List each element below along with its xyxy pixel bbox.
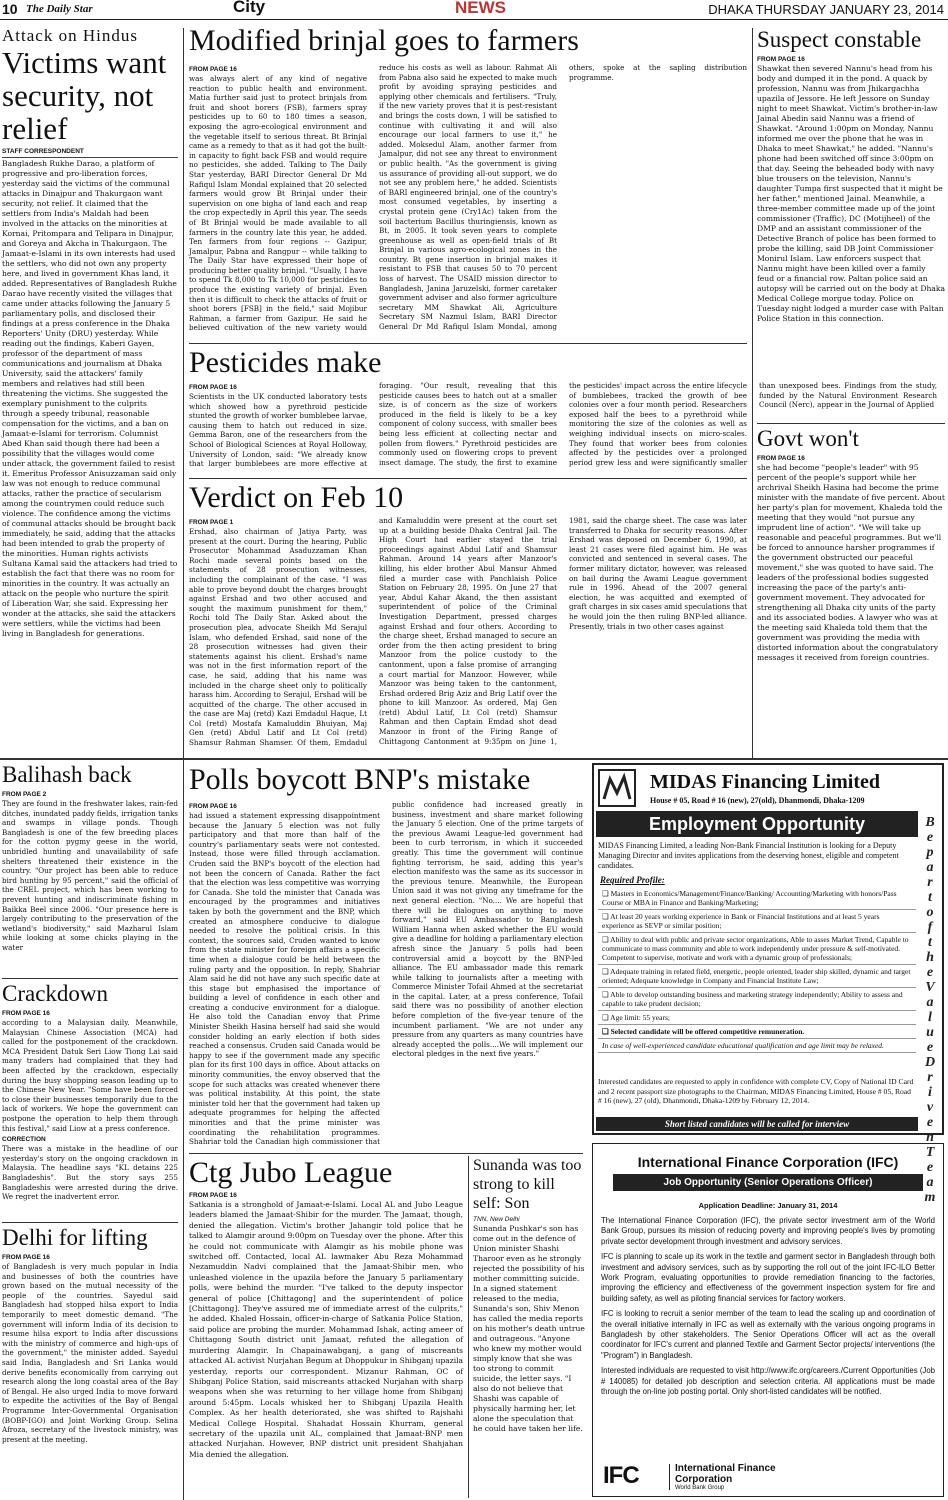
story-body: Shawkat then severed Nannu's head from his body and dumped it in the pond. A quack by profession, Nannu was from Jhikargachha upazila of Jessore. He left Jessore on Sunday night to meet Shawkat. Victim's brother-in-law Jainal Abedin said Nannu was a friend of Shawkat. "Around 1:00pm on Monday, Nannu informed me over the phone that he was in Dhaka to meet Shawkat," he added. "Nannu's phone had been switched off since 3:00pm on that day. Seeing the beheaded body with navy blue trousers on the television, Nannu's daughter Tumpa first suspected that it might be her father," mentioned Jainal. Meanwhile, a three-member committee made up of the joint commissioner (Traffic), DC (Motijheel) of the DMP and an assistant commissioner of the Detective Branch of police has been formed to probe the killing, said DB Joint Commissioner Monirul Islam. Law enforcers suspect that Nannu might have been killed over a family feud or a financial row. Paltan police said an autopsy will be carried out on the body at Dhaka Medical College morgue today. Police on Tuesday night lodged a murder case with Paltan Police Station in this connection. (757, 64, 945, 323)
story-body: Sunanda Pushkar's son has come out in the defence of Union minister Shashi Tharoor even as he strongly rejected the possibility of his mother committing suicide. In a signed statement released to the media, Sunanda's son, Shiv Menon has called the media reports on his mother's death untrue and outrageous. "Anyone who knew my mother would simply know that she was too strong to commit suicide, the letter says. "I also do not believe that Shashi was capable of physically harming her, let alone the speculation that he could have taken her life. (473, 1224, 585, 1433)
byline: TNN, New Delhi (473, 1216, 520, 1223)
section-label: City (233, 0, 266, 16)
story-verdict (189, 481, 747, 757)
ifc-logo-sub: World Bank Group (675, 1485, 725, 1491)
divider (0, 758, 948, 760)
ad-banner: Employment Opportunity (596, 811, 918, 837)
headline: Polls boycott BNP's mistake (189, 763, 531, 796)
story-hindus (2, 26, 178, 758)
page-number: 10 (2, 1, 18, 17)
ad-intro: MIDAS Financing Limited, a leading Non-Bank Financial Institution is looking for a Deputy Managing Director and invites applications from the deserving honest, eligible and competent candidates. (598, 841, 899, 870)
correction-body: There was a mistake in the headline of our yesterday's story on the ongoing crackdown in Malaysia. The headline says "KL detains 225 Bangladeshis". But the story says 255 Bangladeshis were arrested during the drive. We regret the inadvertent error. (2, 1144, 178, 1202)
ad-req-label: Required Profile: (600, 875, 665, 885)
date-line: DHAKA THURSDAY JANUARY 23, 2014 (708, 2, 944, 17)
headline: Crackdown (2, 981, 109, 1006)
byline: FROM PAGE 16 (189, 66, 237, 73)
story-brinjal (189, 24, 747, 344)
divider (189, 343, 747, 344)
story-body: had issued a statement expressing disappointment because the January 5 election was not fully participatory and that more than half of the country's parliamentary seats were not contested. Instead, those were filled through acclamation. Cruden said the BNP's boycott of the election had not been the concern of Canada. Rather the fact that the election was less competitive was worrying for Canada. She told the minister that Canada was encouraged by the programmes and initiatives taken by both the government and the BNP, which created an atmosphere conducive to dialogue needed to resolve the political crisis. In this context, the sources said, Cruden wanted to know from the state minister for foreign affairs a specific time when a dialogue could be held between the ruling party and the opposition. In reply, Shahriar Alam said he did not have any such specific date at this stage but emphasised the importance of building a level of confidence in each other and creating a conducive environment for a dialogue. He also told the Canadian envoy that Prime Minister Sheikh Hasina herself had said she would consider holding an early election if both sides reached a consensus. Cruden said Canada would be happy to see if the government made any specific plan for its first 100 days in office. About attacks on minority communities, the envoy observed that the scope for such attacks was created whenever there was political instability. At this point, the state minister told her that the government had taken up adequate programmes for helping the affected minorities and that the prime minister was coordinating the rehabilitation programmes. Shahriar told the Canadian high commissioner that public confidence had increased greatly in business, investment and share market following the January 5 election. One of the prime targets of the previous Awami League-led government had been to curb terrorism, in which it succeeded greatly. This time the government will continue fighting terrorism, he said, adding this year's election manifesto was the same as its successor in the previous tenure. Meanwhile, the European Union said it was not giving any timeframe for the next general election. "No.... We are hopeful that there will be dialogues on anything to move forward," said EU Ambassador to Bangladesh William Hanna when asked whether the EU would give a deadline for holding a parliamentary election afresh since the January 5 polls had been controversial amid a boycott by the BNP-led alliance. The EU ambassador made this remark while talking to journalists after a meeting with Commerce Minister Tofail Ahmed at the secretariat in the capital. Later, at a press conference, Tofail said there was no possibility of another election before completion of the five-year tenure of the incumbent parliament. "We are not under any pressure from any quarters as many countries have already accepted the polls....We will implement our electoral pledges in the next five years." (189, 800, 583, 1147)
column-rule (468, 1156, 469, 1498)
story-jubo (189, 1156, 463, 1498)
kicker: Attack on Hindus (2, 26, 138, 45)
divider (757, 423, 945, 424)
divider (189, 478, 747, 479)
column-rule (183, 28, 184, 758)
ad-paragraph: Interested individuals are requested to visit http://www.ifc.org/careers./Current Opportunities (Job # 140085) for detailed job description and selection criteria. All applications must be made through the on-line job posting portal. Only short-listed candidates will be notified. (601, 1366, 935, 1397)
story-polls (189, 763, 583, 1153)
ad-address: House # 05, Road # 16 (new), 27(old), Dhanmondi, Dhaka-1209 (650, 796, 865, 805)
headline: Delhi for lifting (2, 1225, 148, 1250)
story-delhi (2, 1225, 178, 1498)
story-body: Scientists in the UK conducted laboratory tests which showed how a pyrethroid pesticide stunted the growth of worker bumblebee larvae, causing them to hatch out reduced in size. Gemma Baron, one of the researchers from the School of Biological Sciences at Royal Holloway, University of London, said: "We already know that larger bumblebees are more effective at foraging. "Our result, revealing that this pesticide causes bees to hatch out at a smaller size, is of concern as the size of workers produced in the field is likely to be a key component of colony success, with smaller bees being less efficient at collecting nectar and pollen from flowers." Pyrethroid pesticides are commonly used on flowering crops to prevent insect damage. The study, the first to examine the pesticides' impact across the entire lifecycle of bumblebees, tracked the growth of bee colonies over a four month period. Researchers exposed half the bees to a pyrethroid while monitoring the size of the colonies as well as weighing individual insects on micro-scales. They found that worker bees from colonies affected by the pesticides over a prolonged period grew less and were significantly smaller than unexposed bees. Findings from the study, funded by the Natural Environment Research Council (Nerc), appear in the Journal of Applied (189, 381, 937, 469)
headline: Victims want security, not relief (2, 45, 167, 146)
ifc-ad (592, 1143, 944, 1497)
requirements-list (598, 887, 916, 1053)
headline: Pesticides make (189, 346, 382, 379)
byline: FROM PAGE 16 (189, 1192, 237, 1199)
story-body: Satkania is a stronghold of Jamaat-e-Islami. Local AL and Jubo League leaders blamed the Jamaat-Shibir for the murder. The Jamaat, though, denied the allegation. Victim's brother Jahangir told police that he talked to Alamgir around 9:00pm on Tuesday over the phone. After this he could not communicate with Alamgir as his mobile phone was switched off. Contacted, local AL lawmaker Abu Reza Mohammad Nezamuddin Nadvi complained that the Jamaat-Shibir men, who unleashed violence in the upazila before the January 5 parliamentary polls, were behind the murder. "I've talked to the deputy inspector general of police [Chittagong] and the superintendent of police [Chittagong]. They've assured me of immediate arrest of the culprits," he added. Khaled Hossain, officer-in-charge of Satkania Police Station, said police are probing the murder. Mohammad Ishak, acting ameer of Chittagong South district unit Jamaat, refuted the allegation of murdering Alamgir. In Chapainawabganj, a gang of miscreants attacked AL activist Nurjahan Begum at Dhoppukur in Shibganj upazila yesterday, reports our correspondent. Mizanur Rahman, OC of Shibganj Police Station, said miscreants attacked Nurjahan with sharp weapons when she was returning to her village home from Shibganj around 5:45pm. Locals whisked her to Shibganj Upazila Health Complex. As her health deteriorated, she was shifted to Rajshahi Medical College Hospital. Shahadat Hossain Khurram, general secretary of the upazila unit AL, complained that Jamaat-BNP men attacked Nurjahan. However, BNP district unit president Shahjahan Mia denied the allegation. (189, 1200, 463, 1459)
story-body: of Bangladesh is very much popular in India and businesses of both the countries have grown based on the mutual necessity of the people of the countries. Sayedul said Bangladesh had stopped hilsa export to India temporarily to meet domestic demand. "The government will inform India of its decision to resume hilsa export to India after discussions with the ministry of commerce and high-ups of the government," the minister added. Sayedul said India, Bangladesh and Sri Lanka would derive benefits economically from carrying out research along the long coastal area of the Bay of Bengal. He also urged India to move forward to expedite the activities of the Bay of Bengal Programme Inter-Governmental Organisation (BOBP-IGO) and Joint Working Group. Selina Afroza, secretary of the livestock ministry, was present at the meeting. (2, 1262, 178, 1444)
ad-banner: Job Opportunity (Senior Operations Officer) (613, 1174, 923, 1191)
story-govt (757, 426, 945, 756)
requirement-item: ❑ Able to develop outstanding business and marketing strategy independently; Ability to assess and capable to take prudent decision; (598, 988, 916, 1011)
byline: FROM PAGE 1 (189, 519, 234, 526)
logo-divider (669, 1464, 670, 1490)
story-balihash (2, 762, 178, 977)
requirement-item: ❑ Adequate training in related field, energetic, people oriented, leader ship skilled, dynamic and target oriented; Adequate knowledge in Company and Financial Institute Law; (598, 965, 916, 988)
ifc-logo-name: International Finance Corporation (675, 1463, 776, 1485)
byline: STAFF CORRESPONDENT (2, 148, 178, 158)
ad-title: MIDAS Financing Limited (650, 771, 881, 793)
requirement-item: ❑ Selected candidate will be offered competitive remuneration. (598, 1025, 916, 1039)
vertical-slogan: B e p a r t o f t h e V a l u e D r i v e n T e a m (924, 815, 936, 1205)
requirement-item: ❑ Masters in Economics/Management/Finance/Banking/ Accounting/Marketing with honors/Pass Course or MBA in Finance and Banking/Marketing; (598, 887, 916, 910)
headline: Modified brinjal goes to farmers (189, 24, 579, 57)
ad-apply: Interested candidates are requested to apply in confidence with complete CV, Copy of National ID Card and 2 recent passport size photographs to the Chairman, MIDAS Financing Limited, House # 05, Road # 16 (new), 27 (old), Dhanmondi, Dhaka-1209 by February 12, 2014. (598, 1077, 914, 1105)
ad-title: International Finance Corporation (IFC) (637, 1154, 899, 1170)
headline: Suspect constable (757, 27, 922, 52)
headline: Balihash back (2, 762, 132, 787)
requirement-item: ❑ Age limit: 55 years; (598, 1011, 916, 1025)
story-body: according to a Malaysian daily. Meanwhile, Malaysian Chinese Association (MCA) had called for the postponement of the crackdown. MCA President Datuk Seri Liow Tiong Lai said many traders had complained that they had been affected by the crackdown, especially during the busy shopping season leading up to the Chinese New Year. "Some have been forced to close their businesses temporarily due to the lack of workers. We hope the government can postpone the operation to help them through this festival," said Liow at a press conference. (2, 1018, 178, 1133)
divider (189, 1153, 583, 1154)
story-constable (757, 27, 945, 427)
divider (2, 1222, 178, 1223)
byline: FROM PAGE 16 (189, 384, 237, 391)
column-rule (183, 758, 184, 1500)
byline: FROM PAGE 2 (2, 791, 47, 798)
headline: Govt won't (757, 426, 859, 451)
requirement-item: ❑ At least 20 years working experience in Bank or Financial Institutions and at least 5 years experience as SEVP or similar position; (598, 910, 916, 933)
byline: FROM PAGE 16 (757, 56, 805, 63)
headline: Verdict on Feb 10 (189, 481, 404, 514)
ad-body (601, 1216, 935, 1398)
story-body: They are found in the freshwater lakes, rain-fed ditches, inundated paddy fields, irrigation tanks and swamps in village ponds. Though Bangladesh is one of the few breeding places for the cotton pygmy geese in the world, unbridled hunting and unavailability of safe shelters threatened their existence in the country. "Our project has been able to reduce bird hunting by 95 percent," said the official of the CREL project, which has been working to prevent hunting and indiscriminate fishing in Baikka Beel since 2006. "Our presence here is largely contributing to the preservation of the wetland's biodiversity," said Mazharul Islam while looking at some chicks playing in the water (2, 799, 178, 952)
requirement-item: In case of well-experienced candidate educational qualification and age limit may be relaxed. (598, 1039, 916, 1053)
byline: FROM PAGE 16 (189, 803, 237, 810)
story-body: Ershad, also chairman of Jatiya Party, was present at the court. During the hearing, Public Prosecutor Mohammad Asaduzzaman Khan Rochi made several points based on the statements of 28 prosecution witnesses, including the complainant of the case. "I was able to prove beyond doubt the charges brought against Ershad and two other accused and sought the maximum punishment for them," Rochi told The Daily Star. Asked about the prosecution plea, advocate Sheikh Md Serajul Islam, who defended Ershad, said none of the 28 prosecution witnesses had given their statements against his client. Ershad's name was not in the first information report of the case, he said, adding that his name was included in the charge sheet only to politically harass him. According to Serajul, Ershad will be acquitted of the charge. The other accused in the case are Maj (retd) Kazi Emdadul Haque, Lt Col (retd) Mostafa Kamaluddin Bhuiyan, Maj Gen (retd) Abdul Latif and Lt Col (retd) Shamsur Rahman Shamser. Of them, Emdadul and Kamaluddin were present at the court set up at a building beside Dhaka Central Jail. The High Court had earlier stayed the trial proceedings against Abdul Latif and Shamsur Rahman. Around 14 years after Manzoor's killing, his elder brother Abul Mansur Ahmed filed a murder case with Panchlaish Police Station on February 28, 1995. On June 27 that year, Abdul Kahar Akand, the then assistant superintendent of police of the Criminal Investigation Department, pressed charges against Ershad and four others. According to the charge sheet, Ershad managed to secure an order from the then acting president to bring Manzoor from the police custody to the cantonment, upon a false promise of arranging a court martial for Manzoor. However, while Manzoor was being taken to the cantonment, Ershad ordered Brig Aziz and Brig Latif over the phone to kill Manzoor. As ordered, Maj Gen (retd) Abdul Latif, Lt Col (retd) Shamsur Rahman and then Captain Emdad shot dead Manzoor in front of the Firing Range of Chittagong Cantonment at 9:35pm on June 1, 1981, said the charge sheet. The case was later transferred to Dhaka for security reasons. After Ershad was deposed on December 6, 1990, at least 21 cases were filed against him. He was convicted and sentenced in several cases. The former military dictator, however, was released on bail during the Awami League government rule in 1996. Ahead of the 2007 general election, he was acquitted and exempted of graft charges in six cases amid speculations that he would join the then ruling BNP-led alliance. Presently, trials in two other cases against (189, 516, 747, 748)
ad-footer: Short listed candidates will be called for interview (596, 1117, 918, 1131)
midas-logo-icon (598, 769, 636, 807)
page-header (0, 0, 948, 20)
masthead-logo: The Daily Star (26, 3, 93, 15)
ifc-logo (603, 1462, 833, 1492)
requirement-item: ❑ Ability to deal with public and private sector organizations, Able to asses Market Trend, Capable to communicate to mass community and able to work independently under pressure & self-motivated. Competent to supervise, motivate and work with a dynamic group of professionals; (598, 933, 916, 965)
headline: Sunanda was too strong to kill self: Son (473, 1157, 582, 1212)
column-rule (752, 28, 753, 758)
story-crackdown (2, 981, 178, 1221)
correction-label: CORRECTION (2, 1136, 46, 1144)
ad-paragraph: IFC is planning to scale up its work in the textile and garment sector in Bangladesh through both investment and advisory services, such as by supporting the roll out of the joint IFC-ILO Better Work Program, evaluating opportunities to provide remediation financing to the factories, improving the efficiency and effectiveness of the government inspection system for fire and building safety, as well as piloting financial services for factory workers. (601, 1252, 935, 1303)
headline: Ctg Jubo League (189, 1156, 393, 1189)
story-body: was always alert of any kind of negative reaction to public health and environment. Matia further said just to protect brinjals from fruit and shoot borers (FSB), farmers spray pesticides up to 60 to 180 times a season, exposing the agro-ecological environment and the vegetable itself to serious threat. Bt Brinjal came as a remedy to that as it had got the built-in capacity to fight back FSB and would require no pesticides, she added. Talking to The Daily Star yesterday, BARI Director General Dr Md Rafiqul Islam Mondal explained that 20 selected farmers would grow Bt Brinjal under their supervision on one bigha of land each and reap the crop expectedly in April this year. The seeds of Bt Brinjal would be made available to all farmers in the country late this year, he added. Ten farmers from four regions -- Gazipur, Jamalpur, Pabna and Rangpur -- while talking to The Daily Star have expressed their hope of producing better quality brinjal. "Usually, I have to spend Tk 8,000 to Tk 10,000 for pesticides to produce the existing variety of brinjal. Even then it is difficult to check the attacks of fruit or shoot borers [FSB] in the field," said Mojibur Rahman, a farmer from Gazipur. He said he believed cultivation of the new variety would reduce his costs as well as labour. Rahmat Ali from Pabna also said he expected to make much profit by avoiding spraying pesticides and applying other chemicals and fertilisers. "Truly, if the new variety proves that it is pest-resistant and brings the costs down, I will be satisfied to continue with cultivating it and will also encourage our local farmers to use it," he added. Moksedul Alam, another farmer from Jamalpur, did not see any threat to environment or public health. "As the government is giving us assurance of providing all-out support, we do not see any problem here," he added. Scientists of BARI engineered brinjal, one of the country's most consumed vegetables, by inserting a crystal protein gene (Cry1Ac) taken from the soil bacterium Bacillus thuringiensis, known as Bt, in 2005. It took seven years to complete greenhouse as well as open-field trials of Bt Brinjal in various agro-ecological zones in the country. Bt gene insertion in brinjal makes it resistant to FSB that causes 50 to 70 percent loss of harvest. The USAID mission director to Bangladesh, Janina Jaruzelski, former caretaker government adviser and also former agriculture secretary MM Shawkat Ali, Agriculture Secretary SM Nazmul Islam, BARI Director General Dr Md Rafiqul Islam Mondal, among others, spoke at the sapling distribution programme. (189, 63, 747, 333)
ifc-logo-mark: IFC (603, 1462, 639, 1489)
byline: FROM PAGE 16 (2, 1254, 50, 1261)
news-label: NEWS (455, 0, 506, 17)
ad-paragraph: The International Finance Corporation (IFC), the private sector investment arm of the World Bank Group, pursues its mission of reducing poverty and improving people's lives by promoting private sector development through investment and advisory services. (601, 1216, 935, 1246)
story-sunanda (473, 1156, 585, 1498)
byline: FROM PAGE 16 (2, 1010, 50, 1017)
ad-paragraph: IFC is looking to recruit a senior member of the team to lead the scaling up and coordination of the overall initiative internally in IFC as well as externally with the various ongoing programs in Bangladesh by other stakeholders. The Senior Operations Officer will act as the overall coordinator for IFC's current and planned Textile and Garment Sector projects/ interventions (the "Program") in Bangladesh. (601, 1309, 935, 1360)
byline: FROM PAGE 16 (757, 455, 805, 462)
divider (2, 978, 178, 979)
story-body: she had become "people's leader" with 95 percent of the people's support while her archrival Sheikh Hasina had become the prime minister with the mandate of five percent. About her party's plan for movement, Khaleda told the meeting that they would "not pursue any imprudent line of action". "We will take up reasonable and peaceful programmes. But we'll be forced to announce harsher programmes if the government obstructed our peaceful movement," she was quoted to have said. The leaders of the professional bodies suggested increasing the pace of the party's anti-government movement. They advocated for strengthening all Dhaka city units of the party and its associated bodies. A lawyer who was at the meeting said Khaleda told them that the government was providing the media with distorted information about the congratulatory messages it received from foreign countries. (757, 463, 945, 662)
ad-deadline: Application Deadline: January 31, 2014 (698, 1201, 838, 1210)
story-body: Bangladesh Rukhe Darao, a platform of progressive and pro-liberation forces, yesterday said the victims of the communal attacks in Dinajpur and Thakurgaon want security, not relief. It claimed that the settlers from India's Maldah had been involved in the attacks on the minorities at Kornai, Pritompara and Telipara in Dinajpur, and Goreya and Akcha in Thakurgaon. The Jamaat-e-Islami in its own interests had used the settlers, who did not own any property here, and lived in government Khas land, it added. Representatives of Bangladesh Rukhe Darao have recently visited the villages that came under attacks following the January 5 parliamentary polls, and disclosed their findings at a press conference in the Dhaka Reporters' Unity (DRU) yesterday. While reading out the findings, Kaberi Gayen, professor of the department of mass communications and journalism at Dhaka University, said the attackers' family members and relatives had still been threatening the victims. She suggested the exemplary punishment to the culprits through a speedy tribunal, reasonable compensation for the victims, and a ban on Jamaat-e-Islami for terrorism. Columnist Abed Khan said though there had been a possibility that the villages would come under attack, the government failed to resist it. Emeritus Professor Anisuzzaman said only law was not enough to reduce communal attacks, rather the practice of secularism among the countrymen could reduce such violence. The confidence among the victims of communal attacks should be brought back immediately, he said, adding that the attacks had been intended to grab the property of the minorities. Human rights activists Sultana Kamal said the attackers had tried to establish the fact that there was no room for minorities in the country. It was actually an attack on the people who nurture the spirit of Liberation War, she said. Expressing her wonder at the attacks, she said the attackers were settlers, while the victims had been living in Bangladesh for generations. (2, 159, 178, 638)
